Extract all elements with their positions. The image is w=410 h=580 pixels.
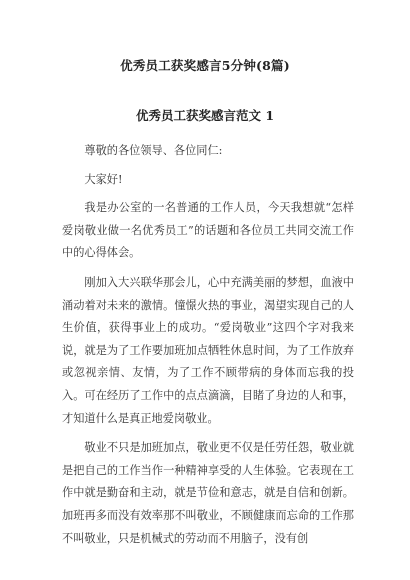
document-body: [62, 140, 354, 557]
greeting-paragraph: 大家好!: [84, 172, 123, 186]
salutation-paragraph: 尊敬的各位领导、各位同仁:: [84, 144, 223, 157]
body-paragraph: 敬业不只是加班加点，敬业更不仅是任劳任怨，敬业就是把自己的工作当作一种精神享受的人生体验。它表现在工作中就是勤奋和主动，就是节俭和意志，就是自信和创新。加班再多而没有效率那不叫敬业，不顾健康而忘命的工作那不叫敬业，只是机械式的劳动而不用脑子，没有创: [62, 441, 354, 545]
section-title: 优秀员工获奖感言范文 1: [135, 108, 275, 123]
intro-paragraph: 我是办公室的一名普通的工作人员，今天我想就“怎样爱岗敬业做一名优秀员工”的话题和各位员工共同交流工作中的心得体会。: [62, 201, 354, 260]
document-title: 优秀员工获奖感言5分钟(8篇): [120, 58, 290, 73]
body-paragraph: 刚加入大兴联华那会儿，心中充满美丽的梦想，血液中涌动着对未来的激情。憧憬火热的事业，渴望实现自己的人生价值，获得事业上的成功。“爱岗敬业”这四个字对我来说，就是为了工作要加班加点牺牲休息时间，为了工作放弃或忽视亲情、友情，为了工作不顾带病的身体而忘我的投入。可在经历了工作中的点点滴滴，目睹了身边的人和事，才知道什么是真正地爱岗敬业。: [62, 275, 354, 425]
